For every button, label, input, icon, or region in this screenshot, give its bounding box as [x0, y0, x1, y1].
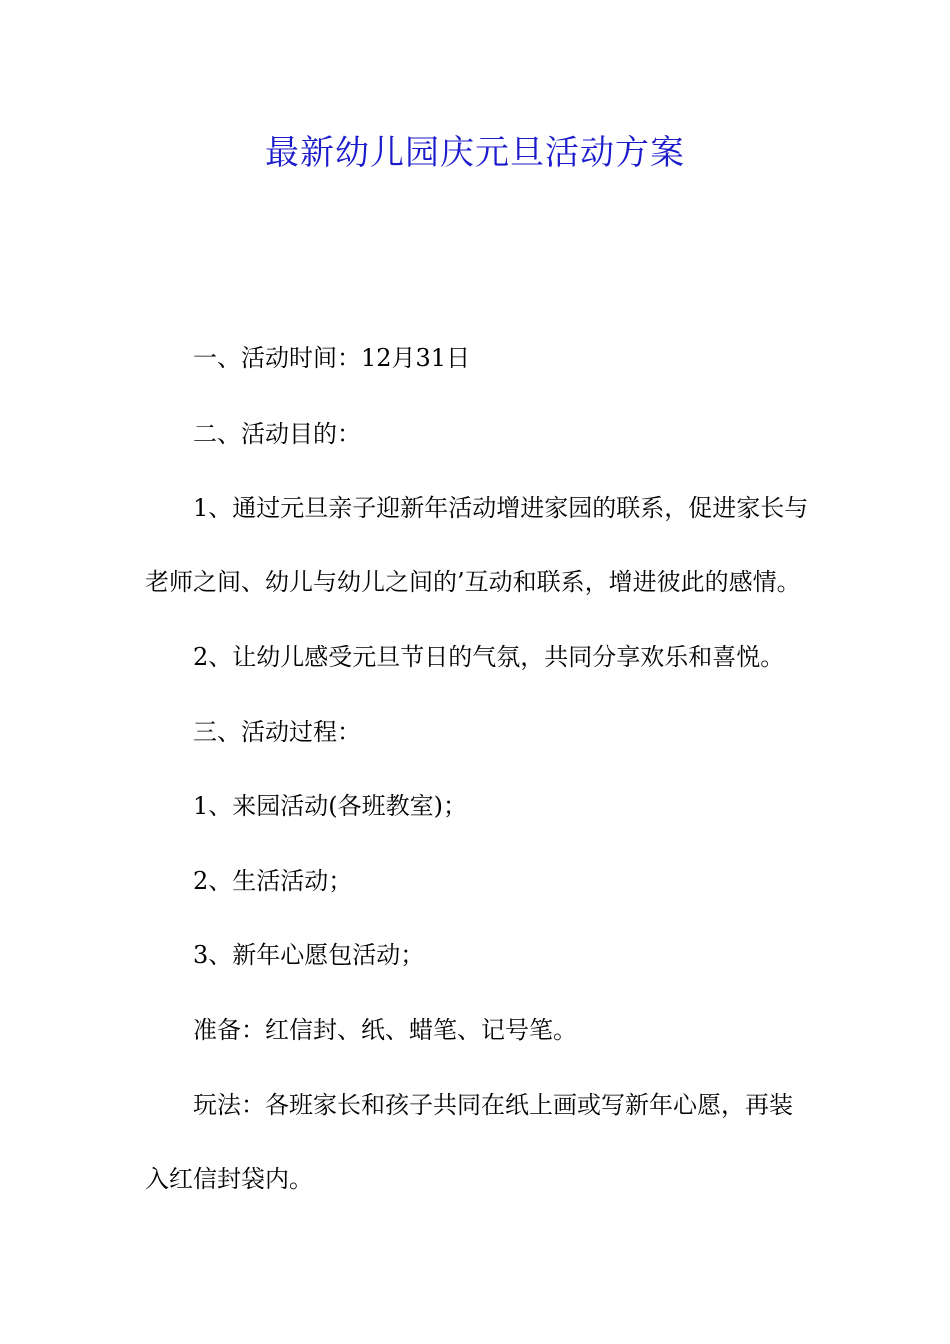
paragraph-gameplay-line-1: 玩法：各班家长和孩子共同在纸上画或写新年心愿，再装: [193, 1091, 793, 1119]
paragraph-purpose-heading: 二、活动目的：: [193, 420, 361, 448]
paragraph-process-1: 1、来园活动(各班教室)；: [193, 792, 467, 820]
paragraph-purpose-2: 2、让幼儿感受元旦节日的气氛，共同分享欢乐和喜悦。: [193, 643, 785, 671]
paragraph-process-heading: 三、活动过程：: [193, 718, 361, 746]
paragraph-process-2: 2、生活活动；: [193, 867, 353, 895]
paragraph-gameplay-line-2: 入红信封袋内。: [145, 1165, 313, 1193]
paragraph-activity-time: 一、活动时间：12月31日: [193, 344, 471, 372]
paragraph-purpose-1-line-2: 老师之间、幼儿与幼儿之间的’互动和联系，增进彼此的感情。: [145, 568, 801, 596]
document-title: 最新幼儿园庆元旦活动方案: [265, 133, 685, 173]
paragraph-preparation: 准备：红信封、纸、蜡笔、记号笔。: [193, 1016, 577, 1044]
paragraph-process-3: 3、新年心愿包活动；: [193, 941, 425, 969]
paragraph-purpose-1-line-1: 1、通过元旦亲子迎新年活动增进家园的联系，促进家长与: [193, 494, 809, 522]
